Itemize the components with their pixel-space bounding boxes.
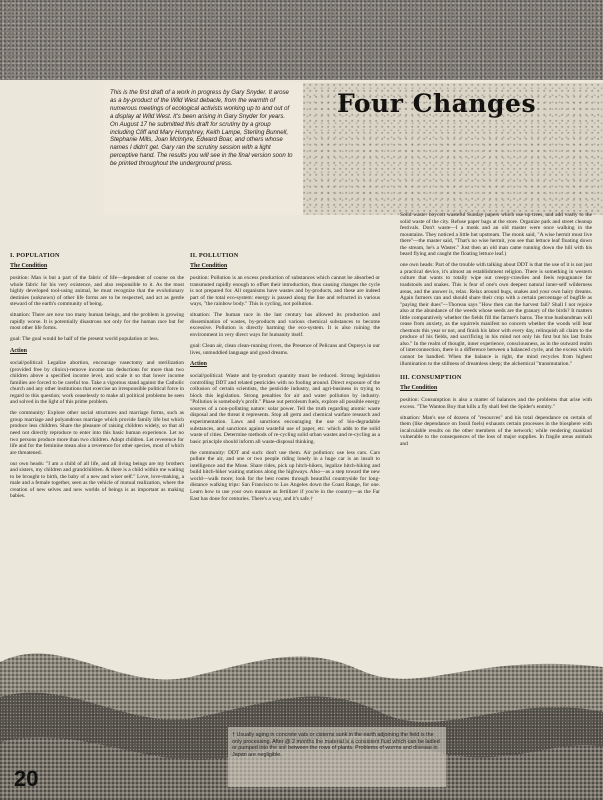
page-number: 20 xyxy=(14,766,39,791)
population-community: the community: Explore other social structures and marriage forms, such as group marriage and polyandrous marriage which provide family life but which produce less children. Share the pleasure of raising children widely, so that all need not directly reproduce to enter into this basic human experience. Let no two persons produce more than two children. Adopt children. Let reverence for life and for the feminine mean also a reverence for other species, most of which are threatened. xyxy=(10,410,184,456)
population-position: position: Man is but a part of the fabric of life—dependent of course on the whole fabric for his very existence, and also responsible to it. As the most highly developed tool-using animal, he must recognize that the evolutionary destinies (unknown) of other life forms are to be respected, and act as gentle steward of the earth's community of being. xyxy=(10,275,184,308)
top-banner-texture xyxy=(0,0,603,80)
section-heading-consumption: III. CONSUMPTION xyxy=(400,374,462,382)
condition-subhead: The Condition xyxy=(190,262,228,269)
population-goal: goal: The goal would be half of the present world population or less. xyxy=(10,336,159,343)
population-own-heads: our own heads: "I am a child of all life, and all living beings are my brothers and sisters, my children and grandchildren. & there is a child within me waiting to be brought to birth, the baby of a new and wiser self." Love, love-making, a male and a female together, seen as the vehicle of mutual realization, where the creation of new selves and new worlds of beings is as important as making babies. xyxy=(10,460,184,500)
population-social-political: social/political: Legalize abortion, encourage vasectomy and sterilization (provided free by clinics)-remove income tax deductions for more than two children above a specified income level, and scale it so that lower income families are forced to be careful too. Take a vigorous stand against the Catholic church and any other institutions that exercise an irresponsible political force in regard to this question; work ceaselessly to make all political problems be seen and solved in the light of this prime problem. xyxy=(10,360,184,406)
title-band xyxy=(303,83,603,215)
page-title: Four Changes xyxy=(337,89,537,118)
intro-text: This is the first draft of a work in progress by Gary Snyder. It arose as a by-product of the Wild West debacle, from the warmth of numerous meetings of ecological activists working up to and out of a display at Wild West. It's been arising in Gary Snyder for years. On August 17 he submitted this draft for scrutiny by a group including Cliff and Mary Humphrey, Keith Lampe, Sterling Bunnell, Stephanie Mills, Joan McIntyre, Edward Boar, and others whose names I didn't get. Gary ran the scrutiny session with a light perceptive hand. The results you will see in the final version soon to be printed throughout the underground press. xyxy=(110,89,293,168)
pollution-solid-waste: Solid waste: boycott wasteful Sunday papers which use up trees, and add vastly to the solid waste of the city. Refuse paper bags at the store. Organize park and street cleanup festivals. Don't waste—I a monk and an old master were once walking in the mountains. They noticed a little hut upstream. The monk said, "A wise hermit must live there"—the master said, "That's no wise hermit, you see that lettuce leaf floating down the stream, he's a Waster." Just then an old man came running down the hill with his beard flying and caught the floating lettuce leaf.) xyxy=(400,212,592,258)
action-subhead: Action xyxy=(10,347,27,354)
pollution-goal: goal: Clean air, clean clean-running rivers, the Presence of Pelicans and Ospreys in our lives, unmuddied language and good dreams. xyxy=(190,343,380,356)
condition-subhead: The Condition xyxy=(400,384,438,391)
column-population xyxy=(10,253,184,505)
section-heading-pollution: II. POLLUTION xyxy=(190,252,239,259)
bottom-wave-texture xyxy=(0,622,603,800)
consumption-position: position: Consumption is also a matter of balances and the problems that arise with excess. "The Wanton Boy that kills a fly shall feel the Spider's enmity." xyxy=(400,397,592,410)
column-pollution xyxy=(190,253,380,507)
condition-subhead: The Condition xyxy=(10,262,48,269)
pollution-own-heads: one own heads: Part of the trouble with talking about DDT is that the use of it is not just a practical device, it's almost an establishment religion. There is something in western culture that wants to totally wipe out creepy-crawlies and feels repugnance for toadstools and snakes. This is fear of one's own deepest natural inner-self wilderness areas, and the answer is, relax. Relax around bugs, snakes and your own hairy dreams. Again farmers can and should share their crop with a certain percentage of bugfife as "paying their dues"—Thoreau says "How then can the harvest fail? Shall I not rejoice also at the abundance of the weeds whose seeds are the granary of the birds? It matters little comparatively whether the fields fill the farmer's barns. The true husbandman will cease from anxiety, as the squirrels manifest no concern whether the woods will bear chestnuts this year or not, and finish his labor with every day, relinquish all claim to the produce of his fields, and sacrificing in his mind not only his first but his last fruits also." In the realm of thought, inner experience, consciousness, as in the outward realm of interconnection, there is a difference between a balanced cycle, and the excess which cannot be handled. When the balance is right, the mind recycles from highest illumination to the stillness of dreamless sleep; the alchemical "transmutation." xyxy=(400,262,592,367)
pollution-situation: situation: The human race in the last century has allowed its production and dissemination of wastes, by-products and various chemical substances to become excessive. Pollution is directly harming the eco-system. It is also ruining the environment in very direct ways for humanity itself. xyxy=(190,312,380,338)
footnote: † Usually aging in concrete vats or cisterns sunk in the earth adjoining the field is the only processing. After @ 2 months the material is a consistent fluid which can be ladled or pumped into the soil between the rows of plants. Problems of worms and disease in Japan are negligible. xyxy=(232,732,440,758)
population-situation: situation: There are now too many human beings, and the problem is growing rapidly worse. It is potentially disastrous not only for the human race but for most other life forms. xyxy=(10,312,184,332)
action-subhead: Action xyxy=(190,360,207,367)
column-consumption xyxy=(400,212,592,452)
pollution-community: the community: DDT and such: don't use them. Air pollution: use less cars. Cars pollute the air, and one or two people riding lonely in a huge car is an insult to intelligence and the Muse. Share rides, pick up hitch-hikers, legalize hitch-hiking and build hitch-hiker waiting stations along the highways. Also—as a step toward the new world—walk more; look for the best routes through beautiful countryside for long-distance walking trips: San Francisco to Los Angeles down the Coast Range, for one. Learn how to use your own manure as fertilizer if you're in the country—as the Far East has done for centuries. There's a way, and it's safe.† xyxy=(190,449,380,502)
pollution-position: position: Pollution is an excess production of substances which cannot be absorbed or transmuted rapidly enough to offset their introduction, thus causing changes the cycle is not prepared for. All organisms have wastes and by-products, and these are indeed part of the total eco-system: energy is passed along the line and refracted in various ways, "the rainbow body." This is cycling, not pollution. xyxy=(190,275,380,308)
intro-box xyxy=(104,83,304,215)
consumption-situation: situation: Man's use of dozens of "resources" and his total dependance on certain of them (like dependance on fossil fuels) exhausts certain processes in the biosphere with incalculable results on the other members of the network; while rendering mankind vulnerable to the consequences of the loss of major supplies. In fragile areas animals and xyxy=(400,414,592,447)
section-heading-population: I. POPULATION xyxy=(10,252,60,259)
pollution-social-political: social/political: Waste and by-product quantity must be reduced. Strong legislation controlling DDT and related pesticides with no fooling around. Direct exposure of the collusion of certain scientists, the pesticide industry, and agri-business in trying to block this legislation. Strong penalties for air and water pollution by industry. "Pollution is somebody's profit." Phase out petroleum fuels, explore all possible energy sources of a non-polluting nature: solar power. Tell the truth regarding atomic waste disposal and the threat it represents. Stop all germ and chemical warfare research and experimentation. Laws and sanctions encouraging the use of bio-degradable substances, and sanctions against wasteful use of paper, etc. which adds to the solid waste of cities. Determine methods of re-cycling solid urban wastes and re-cycling as a basic principle should inform all waste-disposal thinking. xyxy=(190,373,380,445)
